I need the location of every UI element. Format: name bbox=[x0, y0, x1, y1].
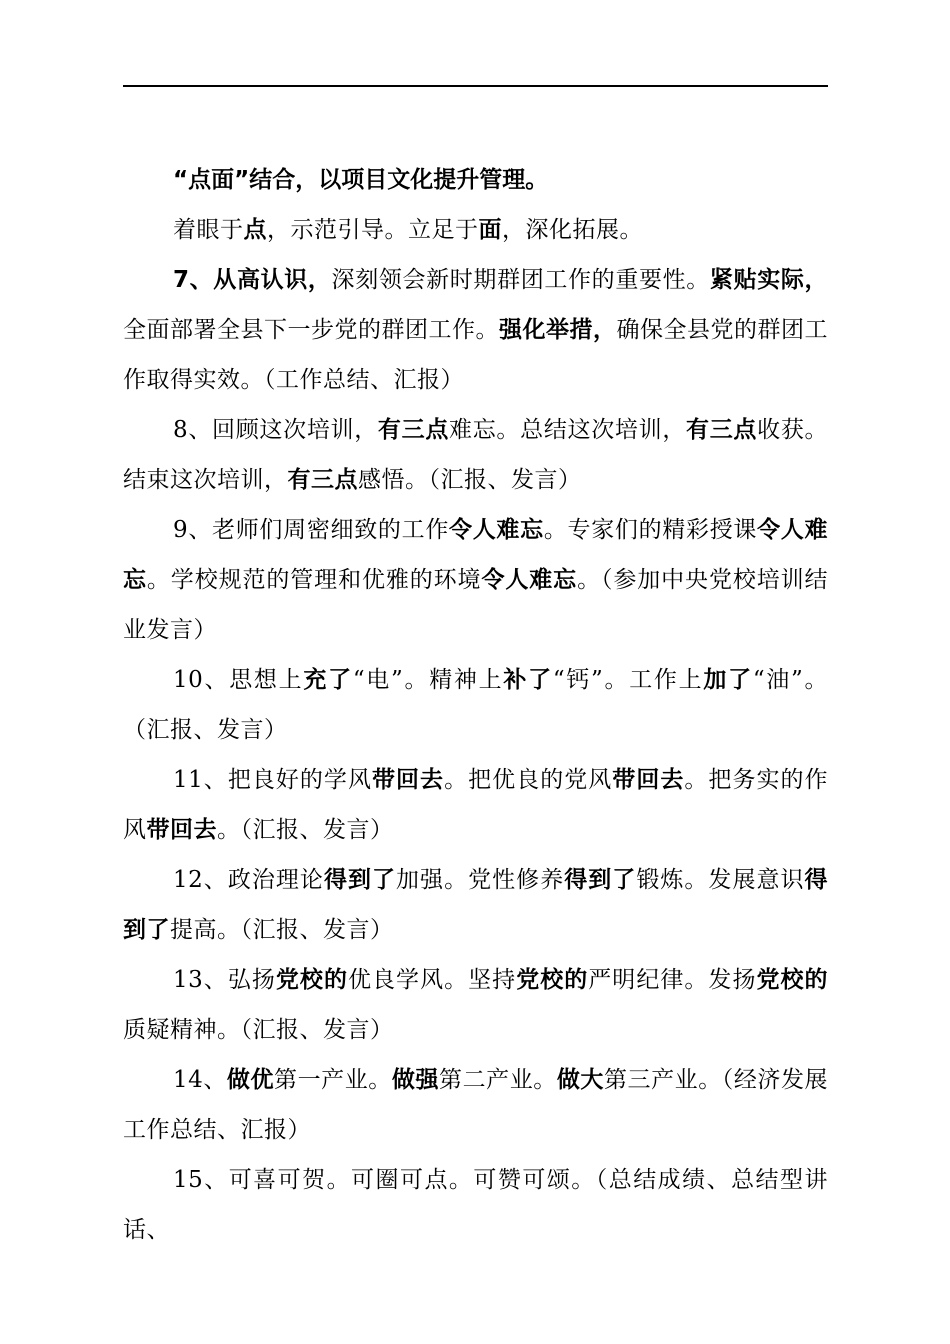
paragraph bbox=[123, 855, 828, 955]
paragraph bbox=[123, 1155, 828, 1255]
text-run: 。把务实的作风 bbox=[123, 767, 829, 843]
text-run: 。学校规范的管理和优雅的环境 bbox=[146, 567, 482, 593]
text-run: 12、政治理论 bbox=[173, 867, 324, 893]
bold-phrase: 令人难忘 bbox=[123, 517, 829, 593]
paragraph bbox=[123, 755, 828, 855]
paragraph bbox=[123, 255, 828, 405]
text-run: “钙”。工作上 bbox=[552, 667, 704, 693]
bold-phrase: “点面”结合，以项目文化提升管理。 bbox=[173, 167, 549, 193]
text-run: 。（参加中央党校培训结业发言） bbox=[123, 567, 829, 643]
paragraph bbox=[123, 1055, 828, 1155]
paragraph bbox=[123, 405, 828, 505]
paragraph bbox=[123, 655, 828, 755]
bold-phrase: 做强 bbox=[391, 1067, 440, 1093]
text-run: 8、回顾这次培训， bbox=[173, 417, 378, 443]
text-run: 。把优良的党风 bbox=[444, 767, 613, 793]
bold-phrase: 党校的 bbox=[516, 967, 589, 993]
text-run: ，深化拓展。 bbox=[502, 217, 643, 243]
bold-phrase: 做优 bbox=[226, 1067, 275, 1093]
text-run: 第三产业。（经济发展工作总结、汇报） bbox=[123, 1067, 829, 1143]
bold-phrase: 补了 bbox=[503, 667, 553, 693]
text-run: 锻炼。发展意识 bbox=[636, 867, 805, 893]
bold-phrase: 有三点 bbox=[287, 467, 358, 493]
text-run: 全面部署全县下一步党的群团工作。 bbox=[123, 317, 499, 343]
text-run: 着眼于 bbox=[173, 217, 244, 243]
text-run: “油”。（汇报、发言） bbox=[123, 667, 828, 743]
text-run: 收获。结束这次培训， bbox=[123, 417, 829, 493]
text-run: 14、 bbox=[173, 1067, 227, 1093]
paragraph bbox=[123, 955, 828, 1055]
bold-phrase: 得到了 bbox=[123, 867, 829, 943]
text-run: 10、思想上 bbox=[173, 667, 304, 693]
bold-phrase: 7、从高认识， bbox=[173, 267, 332, 293]
text-run: 提高。（汇报、发言） bbox=[170, 917, 394, 943]
text-run: 15、可喜可贺。可圈可点。可赞可颂。（总结成绩、总结型讲话、 bbox=[123, 1167, 828, 1243]
text-run: 难忘。总结这次培训， bbox=[449, 417, 687, 443]
bold-phrase: 强化举措， bbox=[499, 317, 617, 343]
text-run: 第二产业。 bbox=[439, 1067, 557, 1093]
text-run: 13、弘扬 bbox=[173, 967, 276, 993]
text-run: 确保全县党的群团工作取得实效。（工作总结、汇报） bbox=[123, 317, 828, 393]
text-run: ，示范引导。立足于 bbox=[267, 217, 479, 243]
bold-phrase: 带回去 bbox=[146, 817, 217, 843]
bold-phrase: 充了 bbox=[303, 667, 353, 693]
bold-phrase: 有三点 bbox=[377, 417, 450, 443]
bold-phrase: 党校的 bbox=[275, 967, 348, 993]
bold-phrase: 带回去 bbox=[612, 767, 685, 793]
text-run: 11、把良好的学风 bbox=[173, 767, 372, 793]
text-run: 质疑精神。（汇报、发言） bbox=[123, 1017, 394, 1043]
bold-phrase: 加了 bbox=[703, 667, 753, 693]
bold-phrase: 点 bbox=[243, 217, 267, 243]
bold-phrase: 做大 bbox=[556, 1067, 604, 1093]
text-run: 第一产业。 bbox=[274, 1067, 392, 1093]
text-run: 深刻领会新时期群团工作的重要性。 bbox=[331, 267, 710, 293]
bold-phrase: 令人难忘 bbox=[481, 567, 578, 593]
text-run: 。专家们的精彩授课 bbox=[543, 517, 758, 543]
paragraph bbox=[123, 205, 828, 255]
bold-phrase: 令人难忘 bbox=[449, 517, 544, 543]
bold-phrase: 有三点 bbox=[686, 417, 758, 443]
text-run: “电”。精神上 bbox=[352, 667, 504, 693]
text-run: 严明纪律。发扬 bbox=[588, 967, 757, 993]
text-run: 加强。党性修养 bbox=[396, 867, 565, 893]
bold-phrase: 面 bbox=[478, 217, 502, 243]
bold-phrase: 紧贴实际， bbox=[709, 267, 829, 293]
header-rule bbox=[123, 85, 828, 87]
bold-phrase: 带回去 bbox=[372, 767, 445, 793]
bold-phrase: 得到了 bbox=[323, 867, 397, 893]
text-run: 9、老师们周密细致的工作 bbox=[173, 517, 450, 543]
document-body bbox=[123, 155, 828, 1255]
text-run: 感悟。（汇报、发言） bbox=[358, 467, 582, 493]
text-run: 。（汇报、发言） bbox=[217, 817, 394, 843]
bold-phrase: 党校的 bbox=[756, 967, 829, 993]
bold-phrase: 得到了 bbox=[564, 867, 637, 893]
paragraph bbox=[123, 505, 828, 655]
section-heading bbox=[123, 155, 828, 205]
text-run: 优良学风。坚持 bbox=[347, 967, 517, 993]
